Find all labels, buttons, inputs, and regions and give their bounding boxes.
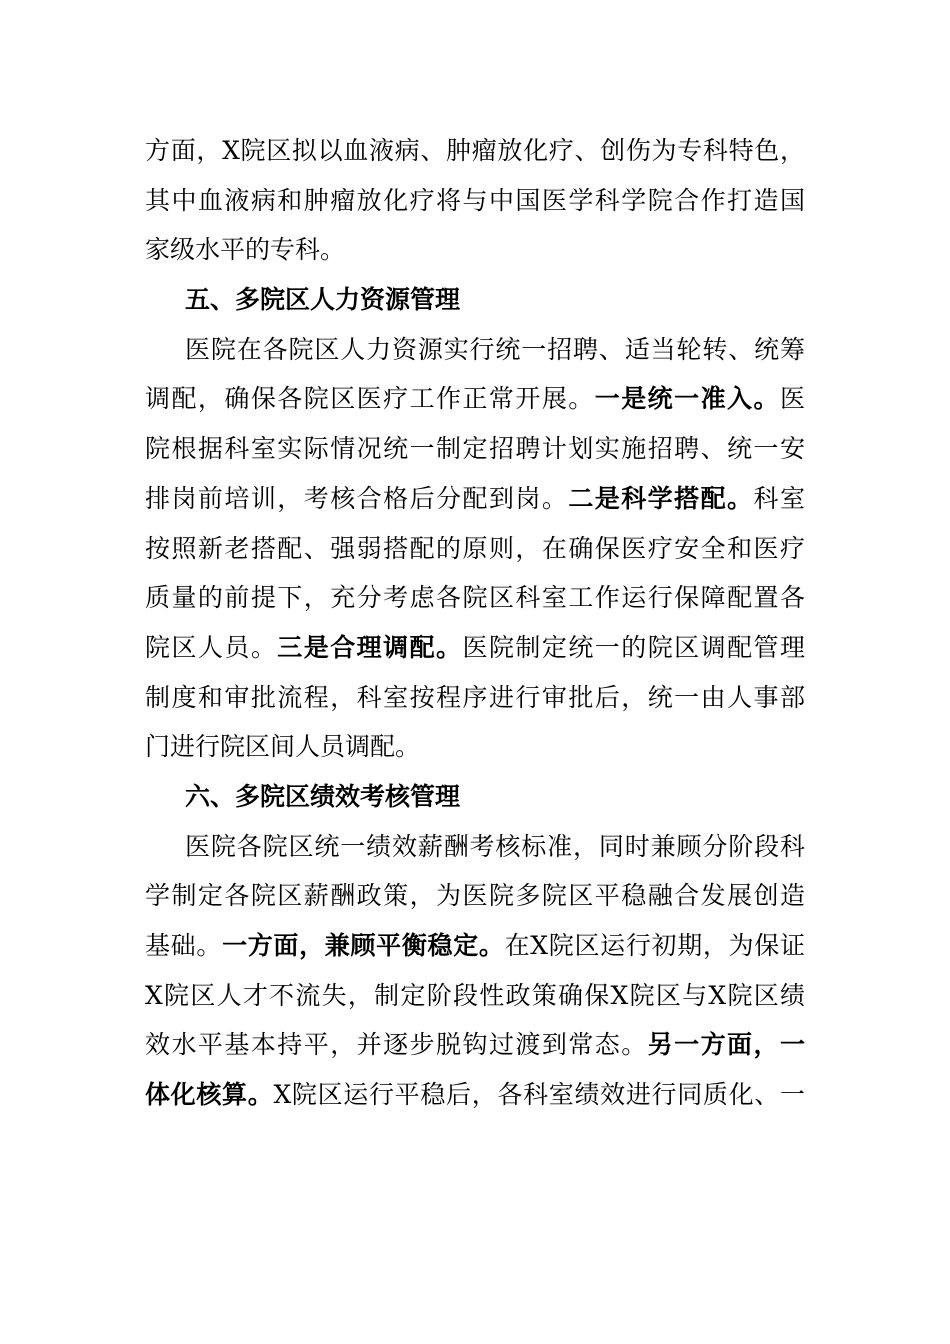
bold-text-run: 三是合理调配。 <box>277 632 463 662</box>
bold-text-run: 二是科学搭配。 <box>568 483 754 513</box>
text-run: 基础。 <box>145 931 223 960</box>
paragraph-line: X院区人才不流失，制定阶段性政策确保X院区与X院区绩 <box>145 980 805 1010</box>
text-run: 调配，确保各院区医疗工作正常开展。 <box>145 384 595 414</box>
paragraph-line <box>145 1070 805 1120</box>
paragraph-line: 制度和审批流程，科室按程序进行审批后，统一由人事部 <box>145 682 805 712</box>
paragraph-line: 学制定各院区薪酬政策，为医院多院区平稳融合发展创造 <box>145 881 805 911</box>
text-run: 在X院区运行初期，为保证 <box>504 931 805 960</box>
text-run: 院区人员。 <box>145 632 278 662</box>
paragraph-line: 家级水平的专科。 <box>145 235 346 265</box>
paragraph-line: 其中血液病和肿瘤放化疗将与中国医学科学院合作打造国 <box>145 185 805 215</box>
section-heading-6: 六、多院区绩效考核管理 <box>185 781 461 811</box>
paragraph-line: 医院在各院区人力资源实行统一招聘、适当轮转、统筹 <box>185 334 805 364</box>
document-page <box>145 126 805 1120</box>
paragraph-line <box>145 1020 805 1070</box>
section-heading-5: 五、多院区人力资源管理 <box>185 285 461 315</box>
bold-text-run: 体化核算。 <box>145 1080 274 1110</box>
bold-text-run: 另一方面，一 <box>647 1030 805 1060</box>
text-run: 医 <box>779 384 805 414</box>
text-run: 科室 <box>753 483 805 513</box>
paragraph-line: 方面，X院区拟以血液病、肿瘤放化疗、创伤为专科特色， <box>145 136 805 165</box>
paragraph-line: 院根据科室实际情况统一制定招聘计划实施招聘、统一安 <box>145 434 805 464</box>
bold-text-run: 一方面，兼顾平衡稳定。 <box>222 931 505 960</box>
paragraph-line: 医院各院区统一绩效薪酬考核标准，同时兼顾分阶段科 <box>185 831 805 861</box>
paragraph-line: 质量的前提下，充分考虑各院区科室工作运行保障配置各 <box>145 583 805 613</box>
text-run: 医院制定统一的院区调配管理 <box>462 632 805 662</box>
paragraph-line: 按照新老搭配、强弱搭配的原则，在确保医疗安全和医疗 <box>145 533 805 563</box>
paragraph-line <box>145 474 805 524</box>
text-run: X院区运行平稳后，各科室绩效进行同质化、一 <box>273 1080 805 1110</box>
bold-text-run: 一是统一准入。 <box>594 384 780 414</box>
text-run: 排岗前培训，考核合格后分配到岗。 <box>145 483 569 513</box>
paragraph-line <box>145 921 805 971</box>
paragraph-line <box>145 623 805 673</box>
text-run: 效水平基本持平，并逐步脱钩过渡到常态。 <box>145 1030 648 1060</box>
paragraph-line: 门进行院区间人员调配。 <box>145 732 421 762</box>
paragraph-line <box>145 374 805 424</box>
